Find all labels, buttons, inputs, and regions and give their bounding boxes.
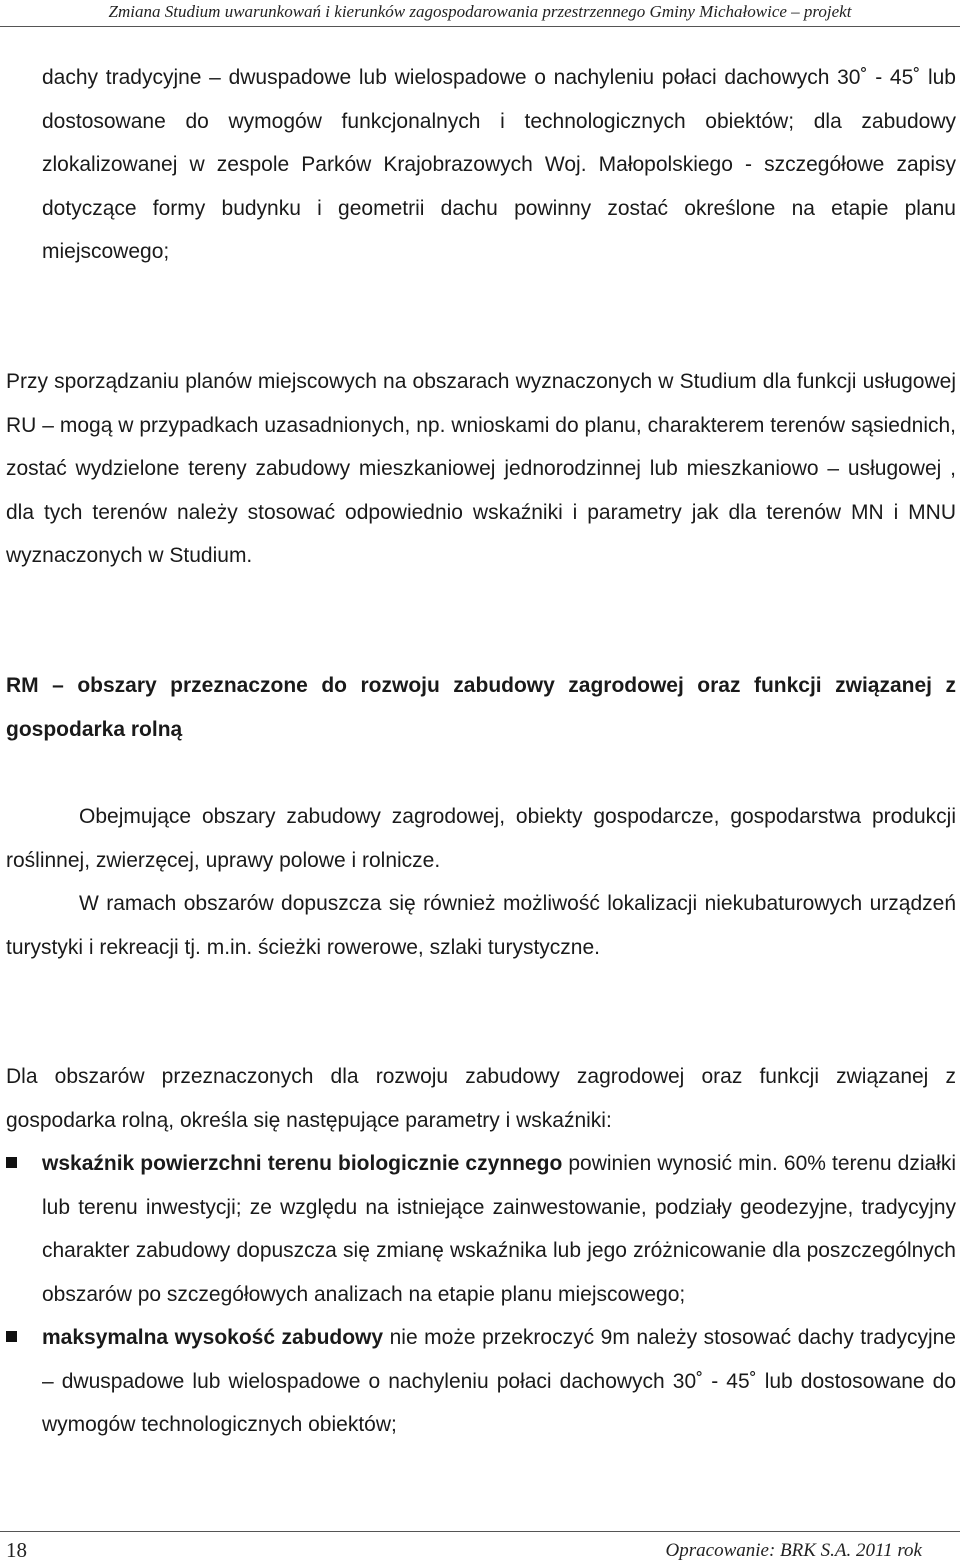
list-item-term: wskaźnik powierzchni terenu biologicznie czynnego — [42, 1152, 563, 1175]
paragraph-ru-planning: Przy sporządzaniu planów miejscowych na obszarach wyznaczonych w Studium dla funkcji usługowej RU – mogą w przypadkach uzasadnionych, np. wnioskami do planu, charakterem terenów sąsiednich, zostać wydzielone tereny zabudowy mieszkaniowej jednorodzinnej lub mieszkaniowo – usługowej , dla tych terenów należy stosować odpowiednio wskaźniki i parametry jak dla terenów MN i MNU wyznaczonych w Studium. — [6, 370, 956, 567]
page-header: Zmiana Studium uwarunkowań i kierunków zagospodarowania przestrzennego Gminy Michałowice – projekt — [108, 2, 852, 21]
square-bullet-icon — [6, 1331, 17, 1342]
list-item-text: powinien wynosić min. 60% terenu działki lub terenu inwestycji; ze względu na istniejące zainwestowanie, podziały geodezyjne, tradycyjny charakter zabudowy dopuszcza się zmianę wskaźnika lub jego zróżnicowanie dla poszczególnych obszarów po szczegółowych analizach na etapie planu miejscowego; — [42, 1152, 956, 1306]
list-item — [6, 1142, 956, 1316]
paragraph-rm-allowed: W ramach obszarów dopuszcza się również możliwość lokalizacji niekubaturowych urządzeń turystyki i rekreacji tj. m.in. ścieżki rowerowe, szlaki turystyczne. — [6, 892, 956, 959]
square-bullet-icon — [6, 1157, 17, 1168]
footer-divider — [0, 1531, 960, 1532]
section-heading-rm: RM – obszary przeznaczone do rozwoju zabudowy zagrodowej oraz funkcji związanej z gospodarka rolną — [6, 674, 956, 741]
parameters-list — [6, 1142, 956, 1447]
paragraph-rm-scope: Obejmujące obszary zabudowy zagrodowej, obiekty gospodarcze, gospodarstwa produkcji roślinnej, zwierzęcej, uprawy polowe i rolnicze. — [6, 805, 956, 872]
header-divider — [0, 26, 960, 27]
footer-credit: Opracowanie: BRK S.A. 2011 rok — [665, 1540, 922, 1561]
list-item-term: maksymalna wysokość zabudowy — [42, 1326, 384, 1349]
page-number: 18 — [6, 1538, 27, 1562]
list-item — [6, 1316, 956, 1447]
paragraph-rm-parameters-intro: Dla obszarów przeznaczonych dla rozwoju zabudowy zagrodowej oraz funkcji związanej z gospodarka rolną, określa się następujące parametry i wskaźniki: — [6, 1065, 956, 1132]
list-item-text: nie może przekroczyć 9m należy stosować dachy tradycyjne – dwuspadowe lub wielospadowe o nachyleniu połaci dachowych 30˚ - 45˚ lub dostosowane do wymogów technologicznych obiektów; — [42, 1326, 956, 1436]
paragraph-roof-continuation: dachy tradycyjne – dwuspadowe lub wielospadowe o nachyleniu połaci dachowych 30˚ - 45˚ lub dostosowane do wymogów funkcjonalnych i technologicznych obiektów; dla zabudowy zlokalizowanej w zespole Parków Krajobrazowych Woj. Małopolskiego - szczegółowe zapisy dotyczące formy budynku i geometrii dachu powinny zostać określone na etapie planu miejscowego; — [42, 66, 956, 263]
section-rm-description — [6, 795, 956, 969]
